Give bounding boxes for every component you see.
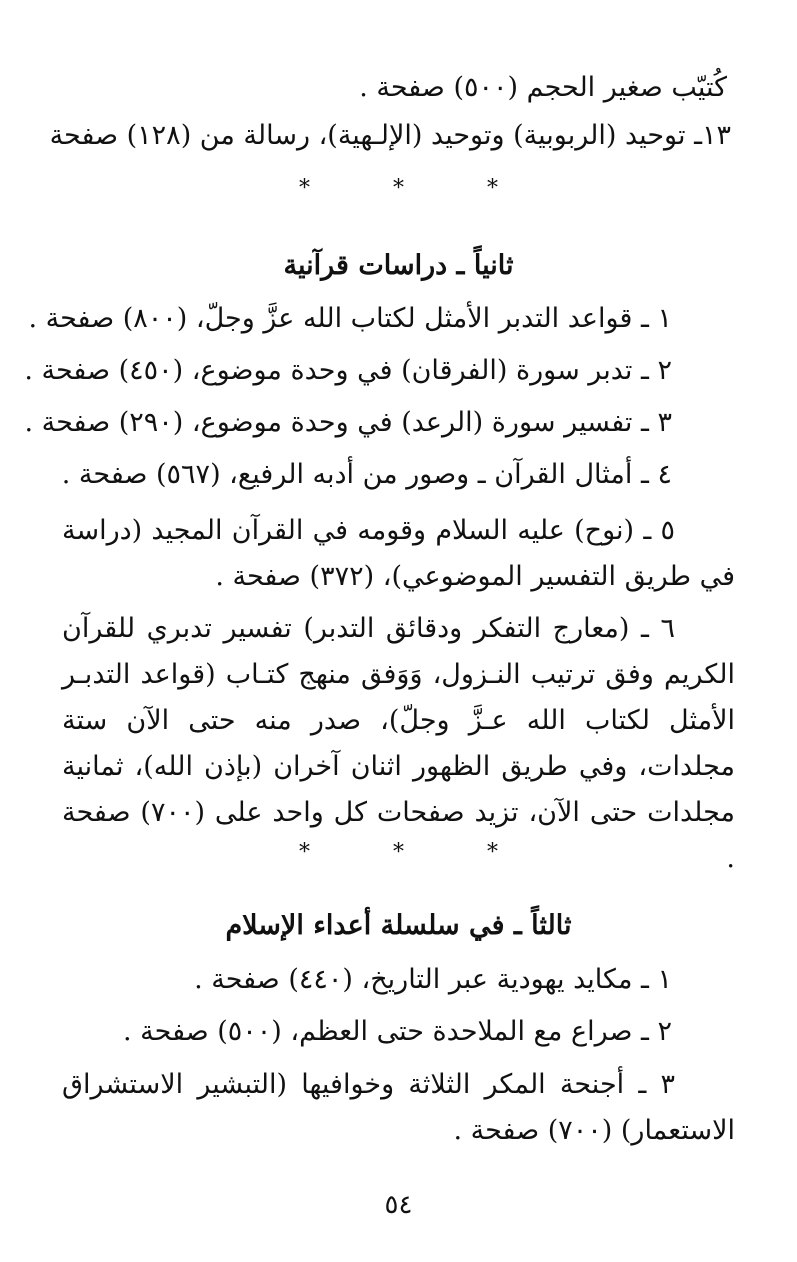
page-number: ٥٤ [384,1190,413,1220]
list-item-quran-1: ١ ـ قواعد التدبر الأمثل لكتاب الله عزَّ وجلّ، (٨٠٠) صفحة . [28,303,672,334]
list-item-enemies-3: ٣ ـ أجنحة المكر الثلاثة وخوافيها (التبشير الاستشراق الاستعمار) (٧٠٠) صفحة . [62,1069,735,1146]
list-item-quran-2: ٢ ـ تدبر سورة (الفرقان) في وحدة موضوع، (٤٥٠) صفحة . [24,355,672,386]
text-line-previous-item-end: كُتيّب صغير الحجم (٥٠٠) صفحة . [359,72,727,103]
section-separator: * * * [299,840,536,865]
list-item-13: ١٣ـ توحيد (الربوبية) وتوحيد (الإلـهية)، رسالة من (١٢٨) صفحة [49,120,731,151]
list-item-quran-3: ٣ ـ تفسير سورة (الرعد) في وحدة موضوع، (٢٩٠) صفحة . [24,407,672,438]
section-heading-quranic-studies: ثانياً ـ دراسات قرآنية [283,250,514,281]
list-item-quran-5: ٥ ـ (نوح) عليه السلام وقومه في القرآن المجيد (دراسة في طريق التفسير الموضوعي)، (٣٧٢) صفحة . [62,515,735,592]
section-heading-enemies-of-islam: ثالثاً ـ في سلسلة أعداء الإسلام [225,910,572,941]
list-item-enemies-1: ١ ـ مكايد يهودية عبر التاريخ، (٤٤٠) صفحة . [194,964,672,995]
section-separator: * * * [299,176,536,201]
list-item-quran-6: ٦ ـ (معارج التفكر ودقائق التدبر) تفسير تدبري للقرآن الكريم وفق ترتيب النـزول، وَوَفق منهج كتـاب (قواعد التدبـر الأمثل لكتاب الله عـزَّ وجلّ)، صدر منه حتى الآن ستة مجلدات، وفي طريق الظهور اثنان آخران (بإذن الله)، ثمانية مجلدات حتى الآن، تزيد صفحات كل واحد على (٧٠٠) صفحة . [62,613,735,874]
list-item-enemies-2: ٢ ـ صراع مع الملاحدة حتى العظم، (٥٠٠) صفحة . [123,1016,672,1047]
list-item-quran-4: ٤ ـ أمثال القرآن ـ وصور من أدبه الرفيع، (٥٦٧) صفحة . [61,459,672,490]
